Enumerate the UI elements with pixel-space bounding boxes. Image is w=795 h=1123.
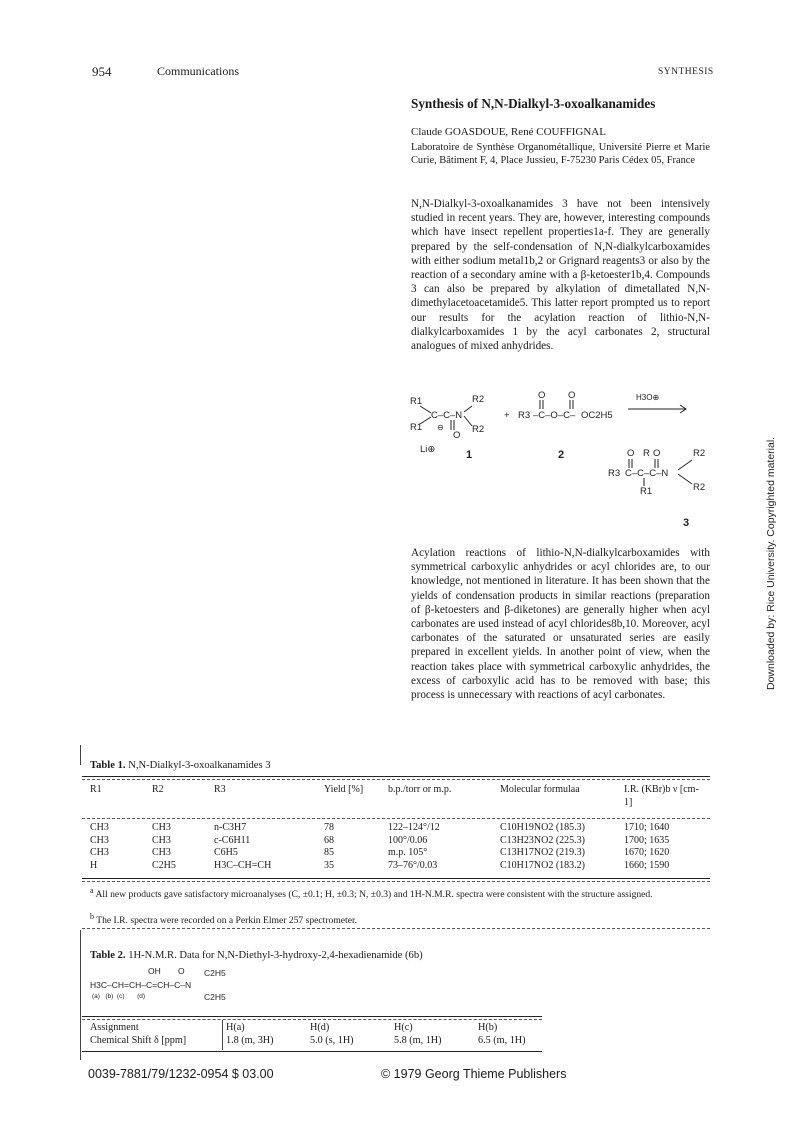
compound-label-3: 3: [683, 517, 690, 529]
table1-footnote-b: $^b$ The I.R. spectra were recorded on a Perkin Elmer 257 spectrometer.: [90, 912, 358, 927]
table-row: [90, 822, 710, 835]
journal-name: SYNTHESIS: [658, 67, 714, 77]
scheme-r2-product-top: R2: [693, 448, 706, 459]
table1-body: [90, 822, 710, 872]
svg-text:O: O: [568, 390, 576, 401]
scheme-compound3: C–C–C–N: [625, 468, 669, 479]
table1-header-bp: b.p./torr or m.p.: [388, 784, 452, 795]
page-number: 954: [92, 64, 112, 79]
table-cell: 1700; 1635: [624, 834, 670, 846]
structure-position-labels: (a) (b) (c) (d): [92, 993, 146, 1000]
table-cell: H: [90, 859, 98, 871]
paragraph-intro: N,N-Dialkyl-3-oxoalkanamides 3 have not been intensively studied in recent years. They are, however, interesting compounds which have insect repellent properties1a-f. They are generally prepared by the self-condensation of N,N-dialkylcarboxamides with either sodium metal1b,2 or Grignard reagents3 or also by the reaction of a secondary amine with a β-ketoester1b,4. Compounds 3 can also be prepared by alkylation of dimetallated N,N-dimethylacetoacetamide5. This latter report prompted us to report our results for the acylation reaction of lithio-N,N-dialkylcarboxamides 1 by the acyl carbonates 2, structural analogues of mixed anhydrides.: [411, 198, 710, 353]
table-cell: 5.8 (m, 1H): [394, 1034, 442, 1046]
structure-et2: C2H5: [204, 992, 226, 1002]
table-cell: CH3: [90, 822, 109, 833]
compound-label-1: 1: [466, 449, 473, 461]
table-cell: m.p. 105°: [388, 847, 428, 859]
table1-header-row: [90, 784, 710, 809]
table1-caption-text: N,N-Dialkyl-3-oxoalkanamides 3: [128, 760, 271, 771]
scheme-r3-product: R3: [608, 468, 621, 479]
table-cell: 5.0 (s, 1H): [310, 1034, 354, 1046]
table-cell: CH3: [152, 822, 171, 833]
table-cell: 1.8 (m, 3H): [226, 1034, 274, 1046]
table-cell: 78: [324, 822, 334, 833]
table-cell: 100°/0.06: [388, 834, 428, 846]
structure-line: H3C–CH=CH–C=CH–C–N: [90, 980, 192, 990]
table-row: [90, 860, 710, 873]
svg-text:O: O: [627, 448, 635, 459]
scheme-r2-product-bottom: R2: [693, 482, 706, 493]
scheme-oc2h5: OC2H5: [581, 410, 613, 421]
table-cell: H3C–CH=CH: [214, 859, 272, 871]
footer-copyright: © 1979 Georg Thieme Publishers: [381, 1067, 567, 1081]
table2-row-label: Assignment: [90, 1022, 139, 1033]
table1-caption-label: Table 1.: [90, 760, 126, 771]
table-cell: 6.5 (m, 1H): [478, 1034, 526, 1046]
svg-text:+: +: [504, 410, 510, 421]
structure-et1: C2H5: [204, 968, 226, 978]
article-title: Synthesis of N,N-Dialkyl-3-oxoalkanamides: [411, 96, 656, 111]
reaction-scheme: [400, 388, 720, 536]
svg-text:O: O: [653, 448, 661, 459]
footer-code: 0039-7881/79/1232-0954 $ 03.00: [88, 1067, 274, 1081]
table-cell: 68: [324, 834, 334, 846]
paragraph-acylation: Acylation reactions of lithio-N,N-dialkylcarboxamides with symmetrical carboxylic anhydrides or acyl chlorides are, to our knowledge, not mentioned in literature. It has been shown that the yields of condensation products in similar reactions (preparation of β-ketoesters and β-diketones) are generally higher when acyl carbonates are used instead of acyl chlorides8b,10. Moreover, acyl carbonates of the saturated or unsaturated series are easily prepared in excellent yields. In another point of view, when the reaction takes place with symmetrical carboxylic anhydrides, the excess of carboxylic acid has to be removed with base; this process is unnecessary with reactions of acyl carbonates.: [411, 547, 710, 702]
scheme-r3: R3: [518, 410, 531, 421]
download-watermark: Downloaded by: Rice University. Copyrighted material.: [765, 436, 777, 690]
table1-header-r1: R1: [90, 784, 102, 795]
footnote-a-text: All new products gave satisfactory microanalyses (C, ±0.1; H, ±0.3; N, ±0.3) and 1H-N.M.R. spectra were consistent with the structure assigned.: [95, 889, 653, 901]
table-cell: 35: [324, 859, 334, 871]
scheme-li: Li⊕: [420, 444, 436, 455]
table-cell: c-C6H11: [214, 834, 251, 846]
table-cell: H(c): [394, 1022, 413, 1033]
table-cell: 1710; 1640: [624, 822, 670, 833]
svg-text:⊖: ⊖: [437, 423, 444, 432]
scheme-r1-bottom: R1: [410, 422, 423, 433]
table-cell: H(d): [310, 1022, 330, 1033]
svg-text:–C–O–C–: –C–O–C–: [533, 410, 576, 421]
table2-structure: [90, 966, 290, 1012]
table-cell: 85: [324, 847, 334, 859]
table1-footnote-a: $^a$ All new products gave satisfactory microanalyses (C, ±0.1; H, ±0.3; N, ±0.3) and 1H-N.M.R. spectra were consistent with the structure assigned.: [90, 886, 653, 901]
table1-header-yield: Yield [%]: [324, 784, 364, 795]
table2-caption-text: 1H-N.M.R. Data for N,N-Diethyl-3-hydroxy-2,4-hexadienamide (6b): [128, 950, 423, 961]
table-cell: n-C3H7: [214, 822, 247, 833]
svg-text:O: O: [538, 390, 546, 401]
table-cell: CH3: [152, 847, 171, 859]
structure-oh: OH: [148, 966, 161, 976]
footnote-b-text: The I.R. spectra were recorded on a Perkin Elmer 257 spectrometer.: [96, 915, 358, 927]
scheme-r2-top: R2: [472, 394, 485, 405]
svg-text:C–C–N: C–C–N: [431, 410, 463, 421]
table-cell: C10H17NO2 (183.2): [500, 859, 585, 871]
authors: Claude GOASDOUE, René COUFFIGNAL: [411, 126, 606, 138]
table-cell: 1670; 1620: [624, 847, 670, 859]
table-cell: 122–124°/12: [388, 822, 440, 833]
table-cell: CH3: [90, 834, 109, 846]
structure-o: O: [178, 966, 185, 976]
table-row: [90, 1035, 548, 1048]
table-cell: C13H17NO2 (219.3): [500, 847, 585, 859]
table2-caption-label: Table 2.: [90, 950, 126, 961]
table-cell: CH3: [90, 847, 109, 859]
scheme-r2-bottom: R2: [472, 424, 485, 435]
table2-row-label: Chemical Shift δ [ppm]: [90, 1034, 187, 1046]
table-cell: C10H19NO2 (185.3): [500, 822, 585, 833]
scheme-r1-top: R1: [410, 396, 423, 407]
table2-caption: [90, 950, 423, 961]
table-row: [90, 1022, 548, 1035]
table-cell: 73–76°/0.03: [388, 859, 438, 871]
table1-header-r2: R2: [152, 784, 164, 795]
table-row: [90, 835, 710, 848]
affiliation: Laboratoire de Synthèse Organométallique, Université Pierre et Marie Curie, Bâtiment F, 4, Place Jussieu, F-75230 Paris Cédex 05, France: [411, 142, 710, 166]
table-row: [90, 847, 710, 860]
table-cell: 1660; 1590: [624, 859, 670, 871]
table2: [90, 1022, 548, 1047]
table1-header-ir: I.R. (KBr)b ν [cm-1]: [624, 784, 699, 808]
table-cell: C13H23NO2 (225.3): [500, 834, 585, 846]
table1-header-formula: Molecular formulaa: [500, 784, 580, 795]
table1-caption: [90, 760, 271, 771]
table-cell: H(a): [226, 1022, 245, 1033]
table-cell: CH3: [152, 834, 171, 846]
svg-text:R: R: [643, 448, 650, 459]
table-cell: C6H5: [214, 847, 238, 859]
table1: [90, 784, 710, 809]
scheme-reagent: H3O⊕: [636, 393, 660, 402]
table-cell: H(b): [478, 1022, 498, 1033]
table-cell: C2H5: [152, 859, 176, 871]
svg-text:O: O: [453, 430, 461, 441]
compound-label-2: 2: [558, 449, 565, 461]
scheme-r1-product: R1: [640, 486, 653, 497]
table1-header-r3: R3: [214, 784, 226, 795]
section-name: Communications: [157, 64, 239, 78]
